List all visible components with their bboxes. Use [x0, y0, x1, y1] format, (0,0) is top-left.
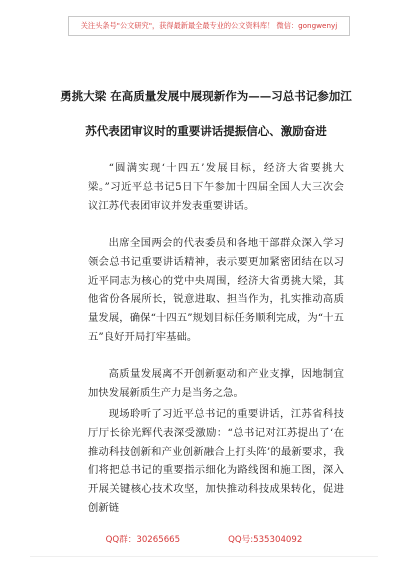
paragraph-4: 现场聆听了习近平总书记的重要讲话，江苏省科技厅厅长徐光辉代表深受激励：“总书记对江苏提出了‘在推动科技创新和产业创新融合上打头阵’的最新要求，我们将把总书记的重要指示细化为路线图和施工图，深入开展关键核心技术攻坚，加快推动科技成果转化，促进创新链 — [88, 408, 344, 514]
document-title-line-1: 勇挑大梁 在高质量发展中展现新作为——习总书记参加江 — [60, 89, 352, 103]
page-bottom-divider — [30, 556, 378, 557]
document-title-line-2: 苏代表团审议时的重要讲话提振信心、激励奋进 — [85, 124, 327, 138]
footer-qq-number: QQ号:535304092 — [228, 535, 303, 545]
paragraph-3: 高质量发展离不开创新驱动和产业支撑，因地制宜加快发展新质生产力是当务之急。 — [88, 368, 344, 399]
footer-qq-group: QQ群：30265665 — [105, 535, 181, 545]
header-notice-text: 关注头条号"公文研究"，获得最新最全最专业的公文资料库！ 微信：gongwenyj — [80, 21, 338, 30]
header-notice-box — [68, 16, 350, 36]
paragraph-2: 出席全国两会的代表委员和各地干部群众深入学习领会总书记重要讲话精神，表示要更加紧密团结在以习近平同志为核心的党中央周围，经济大省勇挑大梁，其他省份各展所长，锐意进取、担当作为，扎实推动高质量发展，确保“十四五”规划目标任务顺利完成，为“十五五”良好开局打牢基础。 — [88, 237, 344, 343]
paragraph-1: “圆满实现‘十四五’发展目标，经济大省要挑大梁。”习近平总书记5日下午参加十四届全国人大三次会议江苏代表团审议并发表重要讲话。 — [88, 162, 344, 212]
footer-contact — [0, 533, 408, 545]
